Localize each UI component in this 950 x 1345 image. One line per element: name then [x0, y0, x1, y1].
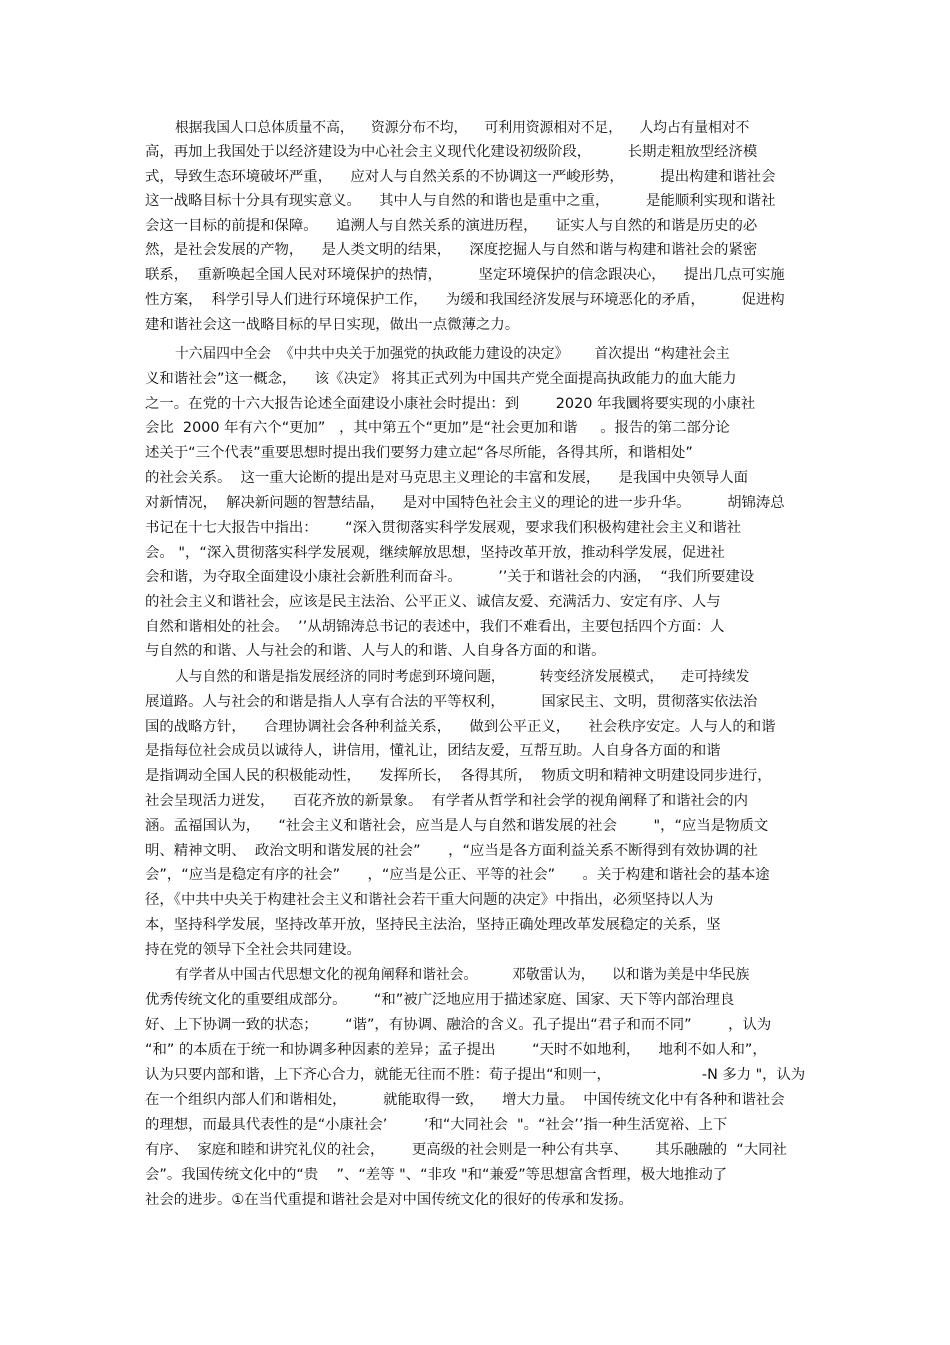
text-line: 优秀传统文化的重要组成部分。 “和”被广泛地应用于描述家庭、国家、天下等内部治理良 [145, 992, 735, 1008]
text-line: 与自然的和谐、人与社会的和谐、人与人的和谐、人自身各方面的和谐。 [145, 643, 606, 659]
text-line: 的社会主义和谐社会，应该是民主法治、公平正义、诚信友爱、充满活力、安定有序、人与 [145, 594, 721, 610]
text-line: 是指每位社会成员以诚待人，讲信用，懂礼让，团结友爱，互帮互助。人自身各方面的和谐 [145, 743, 721, 759]
text-line: 有学者从中国古代思想文化的视角阐释和谐社会。 邓敬雷认为， 以和谐为美是中华民族 [175, 967, 750, 983]
text-line: 自然和谐相处的社会。 ’’从胡锦涛总书记的表述中，我们不难看出，主要包括四个方面：人 [145, 619, 725, 635]
text-line: 社会呈现活力迸发， 百花齐放的新景象。 有学者从哲学和社会学的视角阐释了和谐社会的内 [145, 793, 749, 809]
text-line: 书记在十七大报告中指出： “深入贯彻落实科学发展观，要求我们积极构建社会主义和谐社 [145, 520, 742, 536]
text-line: 这一战略目标十分具有现实意义。 其中人与自然的和谐也是重中之重， 是能顺利实现和谐社 [145, 193, 776, 209]
text-line: 径，《中共中央关于构建社会主义和谐社会若干重大问题的决定》中指出，必须坚持以人为 [145, 892, 714, 908]
text-line: 义和谐社会”这一概念， 该《决定》 将其正式列为中国共产党全面提高执政能力的血大能力 [145, 371, 737, 387]
text-line: 对新情况， 解决新问题的智慧结晶， 是对中国特色社会主义的理论的进一步升华。 胡锦涛总 [145, 495, 785, 511]
text-line: 建和谐社会这一战略目标的早日实现，做出一点微薄之力。 [145, 317, 520, 333]
text-line: 然，是社会发展的产物， 是人类文明的结果， 深度挖掘人与自然和谐与构建和谐社会的紧密 [145, 242, 758, 258]
text-line: 会这一目标的前提和保障。 追溯人与自然关系的演进历程， 证实人与自然的和谐是历史的必 [145, 218, 758, 234]
text-line: 好、上下协调一致的状态； “谐”，有协调、融洽的含义。孔子提出“君子和而不同” ，认为 [145, 1017, 772, 1033]
text-line: 会”，“应当是稳定有序的社会” ，“应当是公正、平等的社会” 。关于构建和谐社会的基本途 [145, 867, 770, 883]
text-line: 是指调动全国人民的积极能动性， 发挥所长， 各得其所， 物质文明和精神文明建设同步进行， [145, 768, 772, 784]
text-line: 高，再加上我国处于以经济建设为中心社会主义现代化建设初级阶段， 长期走粗放型经济模 [145, 144, 758, 160]
text-line: 有序、 家庭和睦和讲究礼仪的社会， 更高级的社会则是一种公有共享、 其乐融融的 “大同社 [145, 1142, 787, 1158]
text-line: 的理想，而最具代表性的是“小康社会’ ’和“大同社会 "。“社会’’指一种生活宽裕、上下 [145, 1117, 728, 1133]
text-line: 持在党的领导下全社会共同建设。 [145, 942, 361, 958]
text-line: 会”。我国传统文化中的“贵 ”、“差等 "、“非攻 "和“兼爱”等思想富含哲理，极大地推动了 [145, 1167, 728, 1183]
text-line: 展道路。人与社会的和谐是指人人享有合法的平等权利， 国家民主、文明，贯彻落实依法治 [145, 694, 758, 710]
text-line: 性方案， 科学引导人们进行环境保护工作， 为缓和我国经济发展与环境恶化的矛盾， 促进构 [145, 292, 785, 308]
text-line: 涵。孟福国认为， “社会主义和谐社会，应当是人与自然和谐发展的社会 "，“应当是物质文 [145, 818, 769, 834]
text-line: 联系， 重新唤起全国人民对环境保护的热情， 坚定环境保护的信念跟决心， 提出几点可实施 [145, 267, 785, 283]
text-line: 在一个组织内部人们和谐相处， 就能取得一致， 增大力量。 中国传统文化中有各种和谐社会 [145, 1092, 785, 1108]
text-line: 式，导致生态环境破坏严重， 应对人与自然关系的不协调这一严峻形势， 提出构建和谐社会 [145, 169, 776, 185]
text-line: 本，坚持科学发展，坚持改革开放，坚持民主法治，坚持正确处理改革发展稳定的关系，坚 [145, 917, 721, 933]
text-line: 十六届四中全会 《中共中央关于加强党的执政能力建设的决定》 首次提出 “构建社会主 [175, 346, 730, 362]
text-line: 会。 "，“深入贯彻落实科学发展观，继续解放思想，坚持改革开放，推动科学发展，促进社 [145, 545, 725, 561]
text-line: 社会的进步。①在当代重提和谐社会是对中国传统文化的很好的传承和发扬。 [145, 1192, 633, 1208]
text-line: 会和谐，为夺取全面建设小康社会新胜利而奋斗。 ’’关于和谐社会的内涵， “我们所要建设 [145, 569, 755, 585]
text-line: 的社会关系。 这一重大论断的提出是对马克思主义理论的丰富和发展， 是我国中央领导人面 [145, 470, 749, 486]
text-line: 会比 2000 年有六个“更加” ，其中第五个“更加”是“社会更加和谐 。报告的第二部分论 [145, 420, 730, 436]
text-line: 认为只要内部和谐，上下齐心合力，就能无往而不胜：荀子提出“和则一， -N 多力 "，认为 [145, 1067, 806, 1083]
text-line: 明、精神文明、 政治文明和谐发展的社会” ，“应当是各方面利益关系不断得到有效协调的社 [145, 843, 758, 859]
text-line: 根据我国人口总体质量不高， 资源分布不均， 可利用资源相对不足， 人均占有量相对不 [175, 120, 750, 136]
text-line: 之一。在党的十六大报告论述全面建设小康社会时提出：到 2020 年我圜将要实现的小康社 [145, 396, 756, 412]
text-line: “和” 的本质在于统一和协调多种因素的差异；孟子提出 “天时不如地利， 地利不如人和”， [145, 1042, 767, 1058]
text-line: 国的战略方针， 合理协调社会各种利益关系， 做到公平正义， 社会秩序安定。人与人的和谐 [145, 719, 776, 735]
text-line: 述关于“三个代表”重要思想时提出我们要努力建立起“各尽所能，各得其所，和谐相处” [145, 445, 693, 461]
text-line: 人与自然的和谐是指发展经济的同时考虑到环境问题， 转变经济发展模式， 走可持续发 [175, 669, 750, 685]
